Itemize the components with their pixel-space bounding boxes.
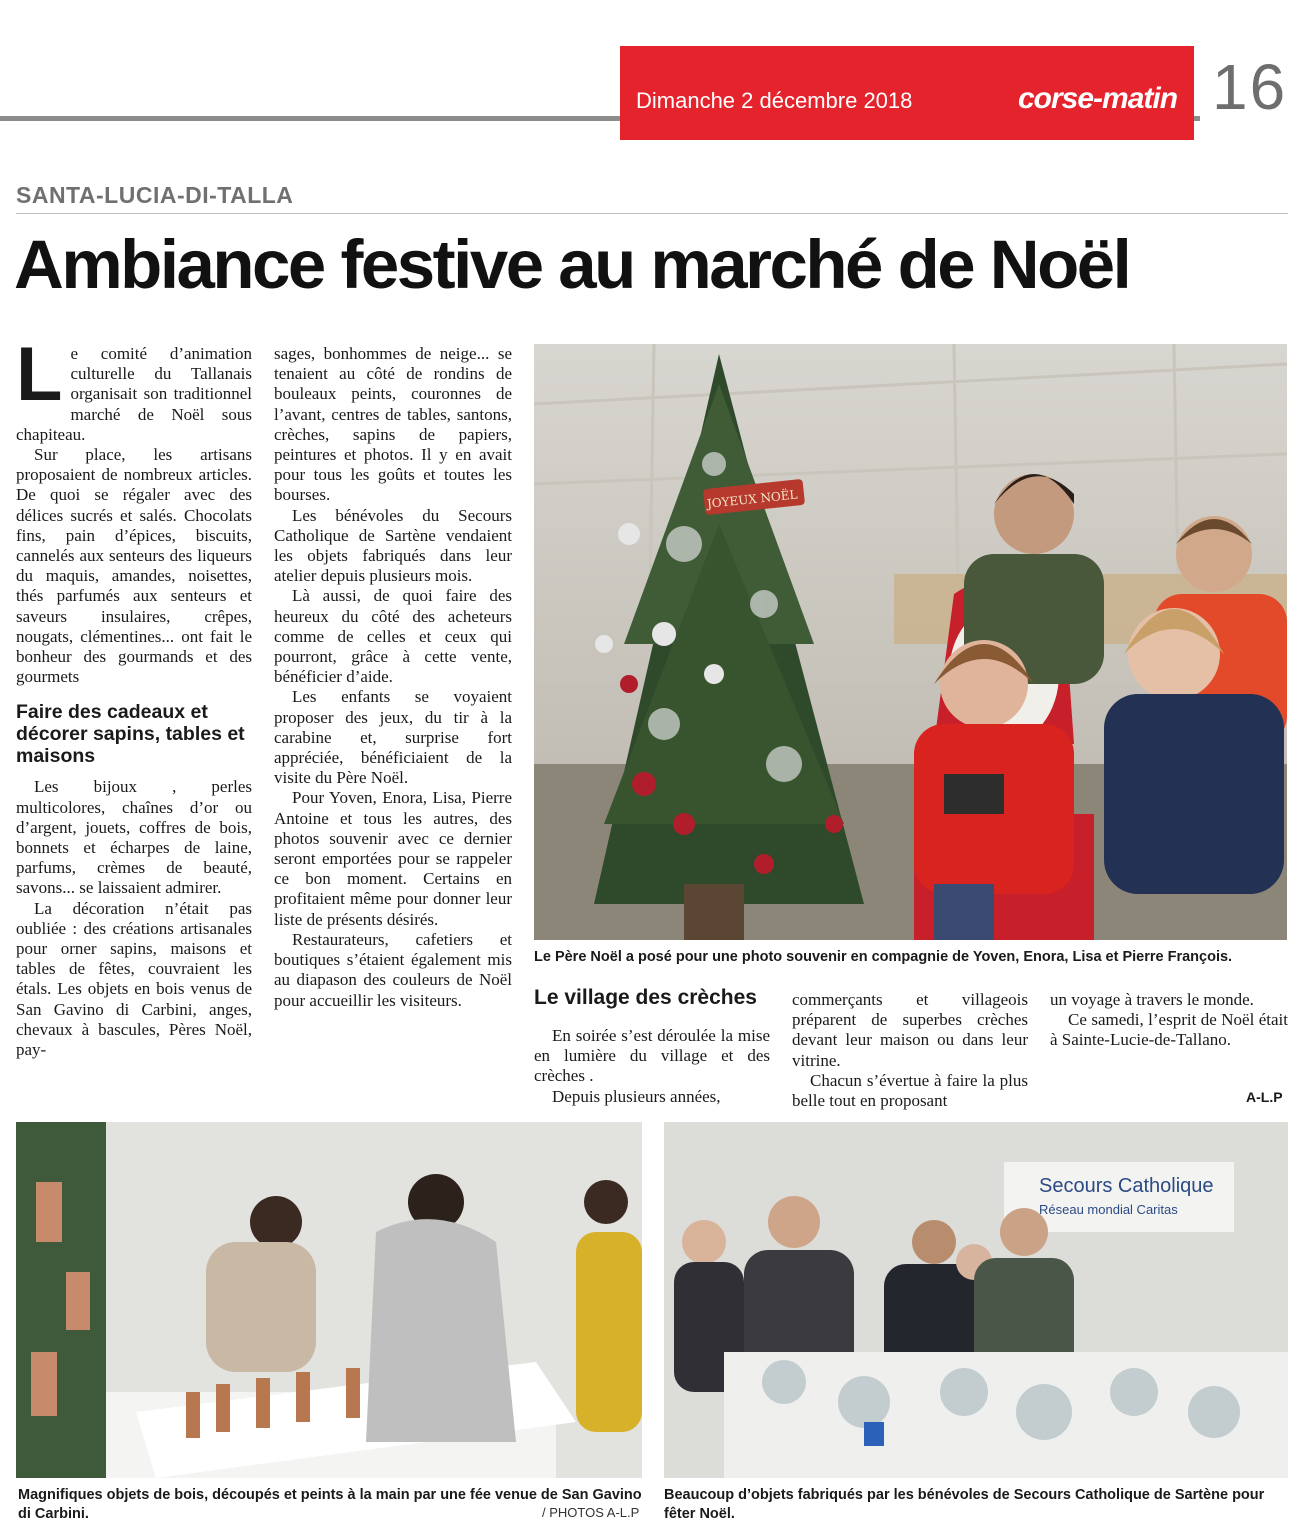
article-paragraph: Les enfants se voyaient proposer des jeux, du tir à la carabine et, surprise fort appréciée, bénéficiaient de la visite du Père Noël.	[274, 687, 512, 788]
photo-illustration	[16, 1122, 642, 1478]
photo-caption: Le Père Noël a posé pour une photo souvenir en compagnie de Yoven, Enora, Lisa et Pierre François.	[534, 949, 1233, 965]
article-paragraph: commerçants et villageois préparent de superbes crèches devant leur maison ou dans leur vitrine.	[792, 990, 1028, 1070]
photo-secours-catholique-stand	[664, 1122, 1288, 1478]
article-paragraph: En soirée s’est déroulée la mise en lumière du village et des crèches .	[534, 1026, 770, 1086]
article-paragraph: Sur place, les artisans proposaient de nombreux articles. De quoi se régaler avec des délices sucrés et salés. Chocolats fins, pain d’épices, biscuits, cannelés aux senteurs des liqueurs du maquis, amandes, noisettes, thés parfumés aux senteurs et saveurs insulaires, crêpes, nougats, clémentines... ont fait le bonheur des gourmands et des gourmets	[16, 445, 252, 687]
kicker-divider	[16, 213, 1288, 214]
article-column-3	[534, 1026, 770, 1107]
photo-santa-with-children	[534, 344, 1287, 940]
article-headline: Ambiance festive au marché de Noël	[14, 226, 1130, 303]
article-paragraph: Depuis plusieurs années,	[552, 1086, 721, 1106]
article-column-1	[16, 332, 252, 1060]
article-subheading: Faire des cadeaux et décorer sapins, tables et maisons	[16, 701, 245, 768]
photo-illustration	[664, 1122, 1288, 1478]
article-byline: A-L.P	[1246, 1089, 1283, 1105]
tree-sign: JOYEUX NOËL	[706, 487, 799, 511]
newspaper-logo: corse-matin	[1018, 82, 1178, 115]
article-paragraph: sages, bonhommes de neige... se tenaient au côté de rondins de bouleaux peints, couronnes de l’avant, centres de tables, santons, crèches, sapins de papiers, peintures et photos. Il y en avait pour tous les goûts et toutes les bourses.	[274, 344, 512, 505]
stand-sign: Secours Catholique	[1039, 1175, 1214, 1197]
drop-cap: L	[16, 332, 63, 417]
article-subheading: Le village des crèches	[534, 986, 757, 1009]
issue-date: Dimanche 2 décembre 2018	[636, 88, 913, 113]
article-paragraph: Le comité d’animation culturelle du Tallanais organisait son traditionnel marché de Noël sous chapiteau.	[16, 332, 252, 444]
article-paragraph: Restaurateurs, cafetiers et boutiques s’étaient également mis au diapason des couleurs de Noël pour accueillir les visiteurs.	[274, 929, 512, 1010]
photo-caption: Beaucoup d’objets fabriqués par les bénévoles de Secours Catholique de Sartène pour fêter Noël.	[664, 1487, 1265, 1522]
photo-illustration	[534, 344, 1287, 940]
photo-credit: / PHOTOS A-L.P	[542, 1505, 640, 1520]
article-column-2	[274, 344, 512, 1011]
article-paragraph: Ce samedi, l’esprit de Noël était à Sainte-Lucie-de-Tallano.	[1050, 1010, 1288, 1050]
article-paragraph: Chacun s’évertue à faire la plus belle tout en proposant	[792, 1070, 1028, 1111]
article-column-4	[792, 990, 1028, 1111]
article-paragraph: Pour Yoven, Enora, Lisa, Pierre Antoine et tous les autres, des photos souvenir avec ce dernier seront emportées pour se rappeler ce bon moment. Certains en profitaient même pour donner leur liste de présents désirés.	[274, 788, 512, 929]
article-paragraph: Là aussi, de quoi faire des heureux du côté des acheteurs comme de celles et ceux qui pourront, grâce à cette vente, bénéficier d’aide.	[274, 586, 512, 687]
article-paragraph: Les bijoux , perles multicolores, chaînes d’or ou d’argent, jouets, coffres de bois, bonnets et écharpes de laine, parfums, crèmes de beauté, savons... se laissaient admirer.	[16, 777, 252, 898]
photo-wooden-crafts	[16, 1122, 642, 1478]
article-paragraph: La décoration n’était pas oubliée : des créations artisanales pour orner sapins, maisons et tables de fêtes, couvraient les étals. Les objets en bois venus de San Gavino di Carbini, anges, chevaux à bascules, Pères Noël, pay-	[16, 898, 252, 1060]
article-paragraph: un voyage à travers le monde.	[1050, 990, 1254, 1009]
stand-subsign: Réseau mondial Caritas	[1039, 1202, 1178, 1217]
article-column-5	[1050, 990, 1288, 1051]
article-kicker: SANTA-LUCIA-DI-TALLA	[16, 182, 294, 208]
page-number: 16	[1212, 51, 1288, 123]
article-paragraph: Les bénévoles du Secours Catholique de Sartène vendaient les objets fabriqués dans leur atelier depuis plusieurs mois.	[274, 505, 512, 586]
photo-caption: Magnifiques objets de bois, découpés et peints à la main par une fée venue de San Gavino di Carbini.	[18, 1487, 642, 1522]
